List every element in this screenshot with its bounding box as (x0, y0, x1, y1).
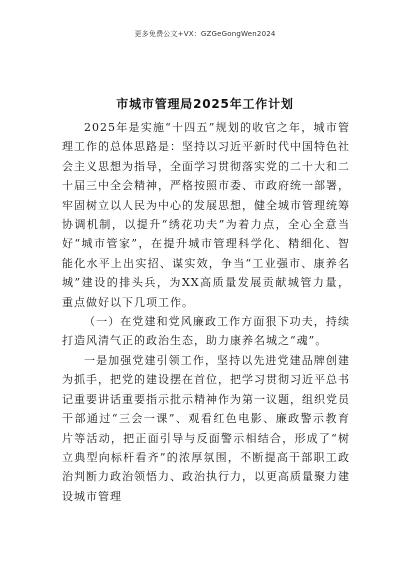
section-heading-1: （一）在党建和党风廉政工作方面狠下功夫，持续打造风清气正的政治生态，助力康养名城之“魂”。 (62, 315, 350, 348)
body-paragraph: 一是加强党建引领工作，坚持以先进党建品牌创建为抓手，把党的建设摆在首位，把学习贯彻习近平总书记重要讲话重要指示批示精神作为第一议题，组织党员干部通过“三会一课”、观看红色电影、廉政警示教育片等活动，把正面引导与反面警示相结合，形成了“树立典型向标杆看齐”的浓厚氛围，不断提高干部职工政治判断力政治领悟力、政治执行力，以更高质量聚力建设城市管理 (62, 353, 350, 503)
header-note: 更多免费公文+VX：GZGeGongWen2024 (134, 30, 276, 38)
intro-paragraph: 2025年是实施“十四五”规划的收官之年，城市管理工作的总体思路是：坚持以习近平新时代中国特色社会主义思想为指导，全面学习贯彻落实党的二十大和二十届三中全会精神，严格按照市委、市政府统一部署，牢固树立以人民为中心的发展思想，健全城市管理统筹协调机制，以提升“绣花功夫”为着力点，全心全意当好“城市管家”，在提升城市管理科学化、精细化、智能化水平上出实招、谋实效，争当“工业强市、康养名城”建设的排头兵，为XX高质量发展贡献城管力量，重点做好以下几项工作。 (62, 121, 350, 309)
document-body (62, 118, 350, 506)
document-title: 市城市管理局2025年工作计划 (116, 97, 294, 111)
